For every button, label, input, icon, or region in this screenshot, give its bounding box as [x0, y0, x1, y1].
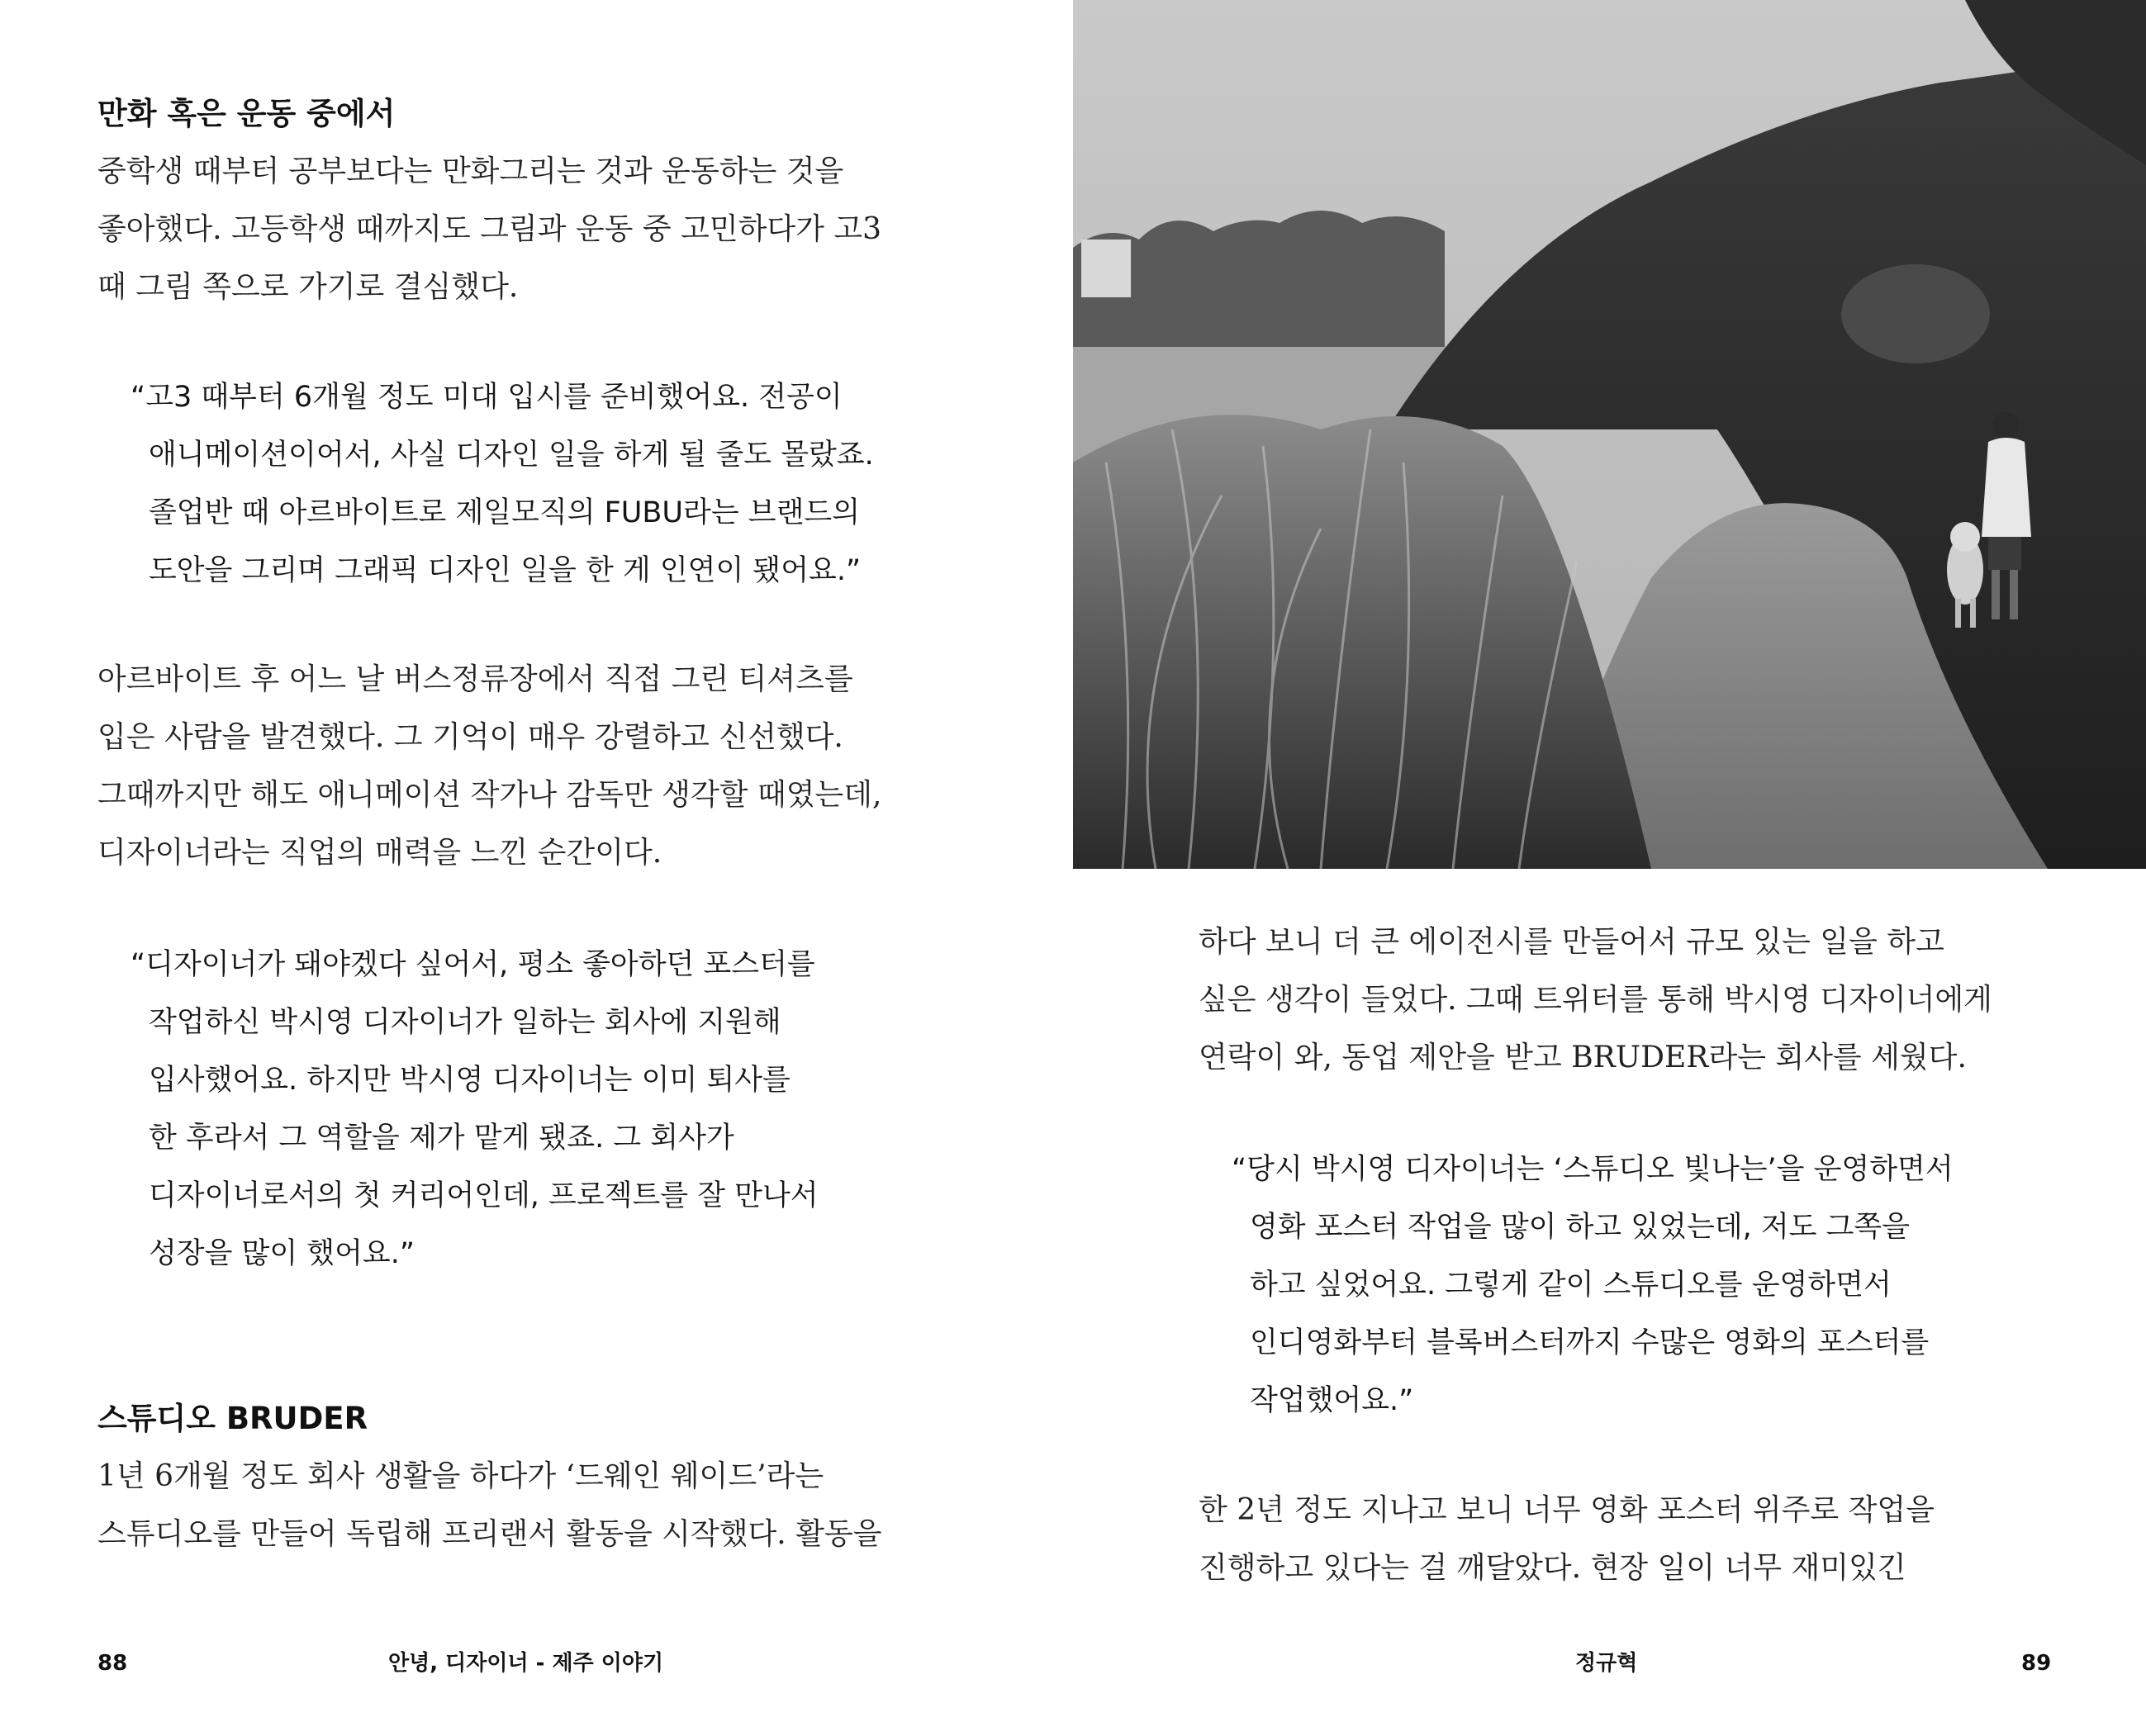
- right-paragraph-2: [1199, 1482, 1935, 1597]
- right-page: [1073, 0, 2146, 1736]
- quote-line: 졸업반 때 아르바이트로 제일모직의 FUBU라는 브랜드의: [149, 496, 861, 529]
- text-line: 스튜디오를 만들어 독립해 프리랜서 활동을 시작했다. 활동을: [97, 1517, 882, 1551]
- text-line: 때 그림 쪽으로 가기로 결심했다.: [97, 270, 519, 304]
- palm-shrub: [1841, 264, 1990, 363]
- quote-line: 디자이너로서의 첫 커리어인데, 프로젝트를 잘 만나서: [149, 1179, 819, 1212]
- text-line: 입은 사람을 발견했다. 그 기억이 매우 강렬하고 신선했다.: [97, 720, 843, 754]
- quote-line: 인디영화부터 블록버스터까지 수많은 영화의 포스터를: [1250, 1326, 1930, 1359]
- quote-line: 하고 싶었어요. 그렇게 같이 스튜디오를 운영하면서: [1250, 1269, 1892, 1302]
- page-number-right: 89: [2021, 1651, 2052, 1676]
- text-line: 디자이너라는 직업의 매력을 느낀 순간이다.: [97, 836, 662, 870]
- text-line: 하다 보니 더 큰 에이전시를 만들어서 규모 있는 일을 하고: [1199, 925, 1944, 959]
- text-line: 1년 6개월 정도 회사 생활을 하다가 ‘드웨인 웨이드’라는: [97, 1459, 824, 1493]
- quote-line: 도안을 그리며 그래픽 디자인 일을 한 게 인연이 됐어요.”: [149, 554, 862, 587]
- landscape-photo-icon: [1073, 0, 2146, 869]
- quote-line: 작업하신 박시영 디자이너가 일하는 회사에 지원해: [149, 1006, 781, 1039]
- quote-line: 한 후라서 그 역할을 제가 맡게 됐죠. 그 회사가: [149, 1122, 734, 1155]
- section-heading-bruder: 스튜디오 BRUDER: [97, 1401, 368, 1436]
- quote-line: 성장을 많이 했어요.”: [149, 1237, 415, 1270]
- text-line: 그때까지만 해도 애니메이션 작가나 감독만 생각할 때였는데,: [97, 778, 882, 812]
- text-line: 아르바이트 후 어느 날 버스정류장에서 직접 그린 티셔츠를: [97, 662, 853, 696]
- quote-block-3: [1232, 1141, 1954, 1430]
- intro-paragraph: [97, 143, 881, 316]
- photo-illustration: [1073, 0, 2146, 869]
- text-line: 한 2년 정도 지나고 보니 너무 영화 포스터 위주로 작업을: [1199, 1493, 1935, 1527]
- quote-line: 애니메이션이어서, 사실 디자인 일을 하게 될 줄도 몰랐죠.: [149, 439, 874, 472]
- text-line: 진행하고 있다는 걸 깨달았다. 현장 일이 너무 재미있긴: [1199, 1551, 1906, 1585]
- quote-line: 영화 포스터 작업을 많이 하고 있었는데, 저도 그쪽을: [1250, 1211, 1911, 1244]
- page-number-left: 88: [97, 1651, 128, 1676]
- text-line: 좋아했다. 고등학생 때까지도 그림과 운동 중 고민하다가 고3: [97, 212, 882, 246]
- distant-building: [1081, 240, 1131, 297]
- section-heading-manhwa: 만화 혹은 운동 중에서: [97, 96, 396, 131]
- quote-block-1: [131, 368, 874, 600]
- quote-line: 작업했어요.”: [1250, 1384, 1414, 1417]
- quote-line: “당시 박시영 디자이너는 ‘스튜디오 빛나는’을 운영하면서: [1232, 1153, 1954, 1186]
- quote-line: “디자이너가 돼야겠다 싶어서, 평소 좋아하던 포스터를: [131, 948, 815, 981]
- body-paragraph-2: [97, 651, 882, 882]
- quote-line: “고3 때부터 6개월 정도 미대 입시를 준비했어요. 전공이: [131, 381, 843, 414]
- author-name: 정규혁: [1575, 1651, 1638, 1676]
- running-title: 안녕, 디자이너 - 제주 이야기: [388, 1651, 664, 1676]
- text-line: 싶은 생각이 들었다. 그때 트위터를 통해 박시영 디자이너에게: [1199, 983, 1992, 1017]
- quote-line: 입사했어요. 하지만 박시영 디자이너는 이미 퇴사를: [149, 1064, 791, 1097]
- right-paragraph-1: [1199, 913, 1992, 1087]
- quote-block-2: [131, 936, 819, 1283]
- bruder-paragraph: [97, 1448, 882, 1563]
- text-line: 연락이 와, 동업 제안을 받고 BRUDER라는 회사를 세웠다.: [1199, 1041, 1967, 1074]
- text-line: 중학생 때부터 공부보다는 만화그리는 것과 운동하는 것을: [97, 154, 844, 188]
